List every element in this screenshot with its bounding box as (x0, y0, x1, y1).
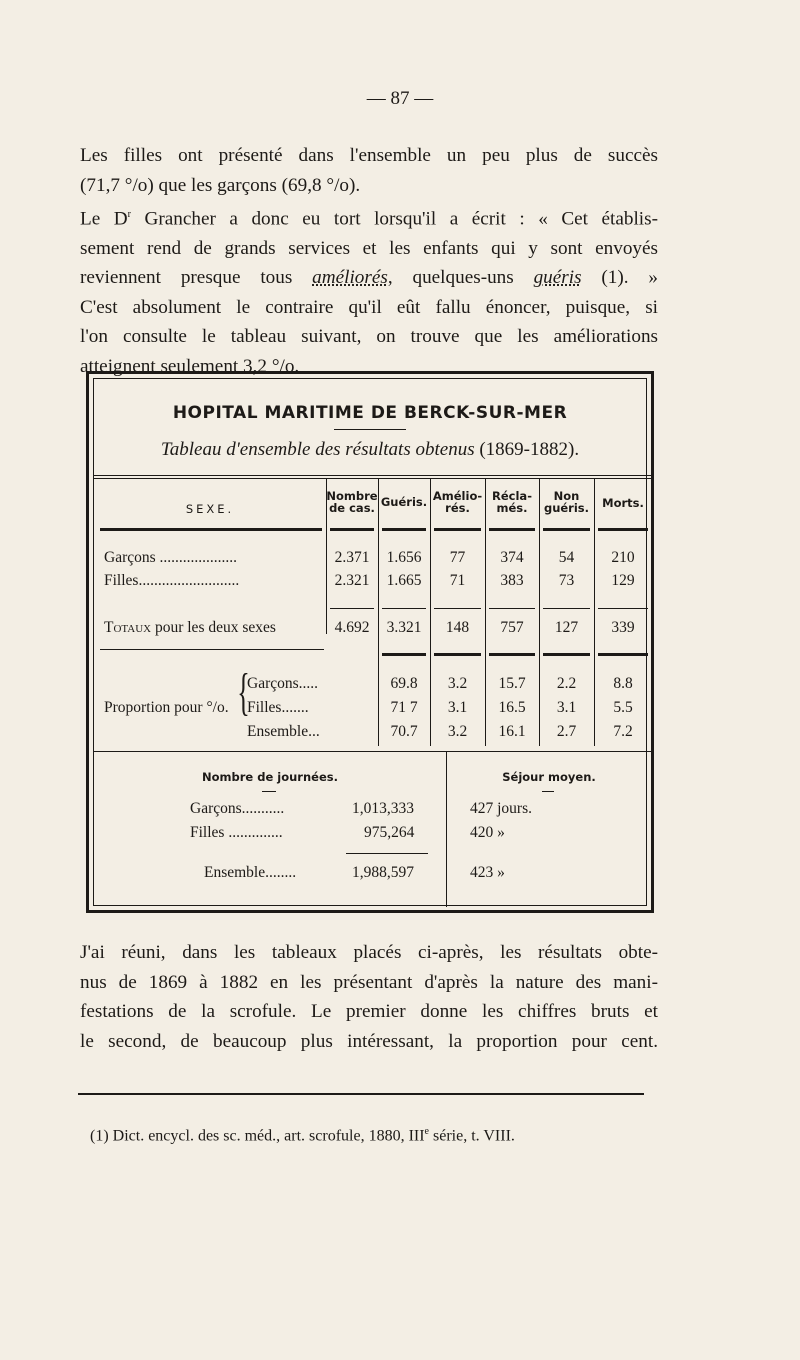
table-cell: 7.2 (613, 723, 633, 740)
rule (543, 653, 590, 656)
header-line: Récla- (492, 489, 532, 503)
table-cell: 1.656 (386, 549, 422, 566)
results-table (86, 371, 654, 913)
journees-label: Filles .............. (190, 824, 283, 841)
italic-word: guéris (533, 267, 582, 289)
table-cell: 77 (449, 549, 466, 566)
row-label-filles: Filles.......................... (104, 572, 240, 589)
table-cell: 3.2 (447, 675, 468, 692)
rule (434, 653, 481, 656)
footnote (90, 1126, 515, 1145)
rule (598, 608, 648, 609)
proportion-row-label: Garçons..... (247, 675, 319, 692)
rule (94, 751, 652, 752)
header-ameliores (430, 490, 485, 514)
table-cell: 2.2 (556, 675, 577, 692)
header-non-gueris (539, 490, 594, 514)
header-nombre (326, 490, 378, 514)
table-inner-border (93, 378, 647, 906)
text-line: J'ai réuni, dans les tableaux placés ci-après, les résultats obte- (80, 942, 658, 963)
rule (330, 528, 374, 531)
table-cell: 3.1 (447, 699, 468, 716)
text-line: (71,7 °/o) que les garçons (69,8 °/o). (80, 174, 361, 196)
row-label-totaux (104, 619, 276, 637)
rule (489, 608, 535, 609)
table-cell: 757 (500, 619, 524, 636)
header-gueris: Guéris. (380, 495, 428, 509)
proportion-label: Proportion pour °/o. (104, 699, 229, 716)
subtitle-years: (1869-1882). (479, 439, 580, 460)
sejour-value: 420 » (470, 824, 505, 841)
table-cell: 127 (554, 619, 579, 636)
text-fragment: reviennent presque tous (80, 267, 313, 289)
conclusion-paragraph (80, 938, 658, 1056)
table-cell: 2.321 (334, 572, 370, 589)
rule (100, 528, 322, 531)
footnote-rule (78, 1093, 644, 1095)
text-line: atteignent seulement 3,2 °/o. (80, 355, 300, 377)
sejour-total-value: 423 » (470, 864, 505, 881)
table-cell: 69.8 (390, 675, 418, 692)
rule (330, 608, 374, 609)
text-line: sement rend de grands services et les enfants qui y sont envoyés (80, 237, 658, 259)
rule (434, 608, 481, 609)
table-title: HOPITAL MARITIME DE BERCK-SUR-MER (172, 403, 568, 423)
header-line: Nombre (326, 489, 378, 503)
rule (434, 528, 481, 531)
table-cell: 383 (500, 572, 524, 589)
table-cell: 2.7 (556, 723, 577, 740)
table-cell: 1.665 (386, 572, 422, 589)
journees-total-label: Ensemble........ (204, 864, 297, 881)
rule (489, 528, 535, 531)
subtitle-italic: Tableau d'ensemble des résultats obtenus (160, 439, 475, 460)
proportion-row-label: Filles....... (247, 699, 309, 716)
table-cell: 5.5 (613, 699, 633, 716)
table-cell: 15.7 (498, 675, 526, 692)
totals-rest: pour les deux sexes (151, 619, 276, 636)
italic-word: améliorés (312, 267, 388, 289)
text-line: C'est absolument le contraire qu'il eût fallu énoncer, puisque, si (80, 296, 658, 318)
table-cell: 210 (611, 549, 635, 566)
text-line: Les filles ont présenté dans l'ensemble un peu plus de succès (80, 145, 658, 166)
table-cell: 2.371 (334, 549, 370, 566)
header-sexe: SEXE. (185, 502, 235, 516)
footnote-sup: e (424, 1126, 429, 1137)
rule (346, 853, 428, 854)
table-cell: 129 (611, 572, 635, 589)
header-line: guéris. (543, 501, 590, 515)
journees-value: 1,013,333 (352, 800, 414, 817)
rule (542, 791, 554, 792)
table-cell: 73 (558, 572, 575, 589)
table-cell: 4.692 (334, 619, 370, 636)
rule (489, 653, 535, 656)
rule (262, 791, 276, 792)
header-line: Non (553, 489, 580, 503)
journees-value: 975,264 (364, 824, 415, 841)
rule (543, 528, 590, 531)
header-line: de cas. (329, 501, 375, 515)
table-cell: 148 (445, 619, 470, 636)
rule (543, 608, 590, 609)
table-cell: 3.2 (447, 723, 468, 740)
text-fragment: Le D (80, 208, 128, 230)
rule (382, 528, 426, 531)
rule (382, 653, 426, 656)
header-reclames (485, 490, 539, 514)
table-subtitle (94, 439, 646, 461)
table-cell: 3.321 (386, 619, 422, 636)
table-cell: 71 (449, 572, 466, 589)
journees-label: Garçons........... (190, 800, 285, 817)
row-label-garcons: Garçons .................... (104, 549, 238, 566)
table-cell: 374 (500, 549, 524, 566)
text-fragment: , quelques-uns (387, 267, 534, 289)
title-rule (334, 429, 406, 430)
rule (598, 528, 648, 531)
text-fragment: (1). » (581, 267, 658, 289)
table-cell: 70.7 (390, 723, 418, 740)
header-line: més. (496, 501, 528, 515)
table-cell: 54 (558, 549, 575, 566)
rule (382, 608, 426, 609)
journees-total-value: 1,988,597 (352, 864, 414, 881)
table-cell: 339 (611, 619, 635, 636)
text-fragment: Grancher a donc eu tort lorsqu'il a écrit : « Cet établis- (130, 208, 658, 230)
sejour-value: 427 jours. (470, 800, 532, 817)
table-cell: 71 7 (390, 699, 418, 716)
totals-caps: Totaux (104, 619, 152, 636)
rule (94, 475, 652, 476)
rule (598, 653, 648, 656)
header-line: Amélio- (432, 489, 483, 503)
text-line: l'on consulte le tableau suivant, on trouve que les améliorations (80, 326, 658, 348)
footnote-text: série, t. VIII. (429, 1127, 515, 1145)
rule (100, 649, 324, 650)
page-number: — 87 — (366, 88, 434, 109)
text-line (80, 263, 658, 293)
text-line (80, 200, 658, 234)
intro-paragraph (80, 141, 658, 381)
table-cell: 16.5 (498, 699, 526, 716)
text-line: nus de 1869 à 1882 en les présentant d'après la nature des mani- (80, 971, 658, 993)
journees-header: Nombre de journées. (202, 770, 338, 784)
brace-icon: { (237, 664, 250, 721)
text-line: le second, de beaucoup plus intéressant, la proportion pour cent. (80, 1030, 658, 1052)
table-cell: 8.8 (613, 675, 633, 692)
header-morts: Morts. (602, 496, 644, 510)
proportion-row-label: Ensemble... (247, 723, 320, 740)
table-cell: 3.1 (556, 699, 577, 716)
footnote-text: (1) Dict. encycl. des sc. méd., art. scrofule, 1880, III (90, 1127, 425, 1145)
rule (94, 478, 652, 479)
sejour-header: Séjour moyen. (502, 770, 596, 784)
table-cell: 16.1 (498, 723, 526, 740)
superscript: r (127, 209, 131, 220)
header-line: rés. (445, 501, 470, 515)
text-line: festations de la scrofule. Le premier donne les chiffres bruts et (80, 1001, 658, 1022)
